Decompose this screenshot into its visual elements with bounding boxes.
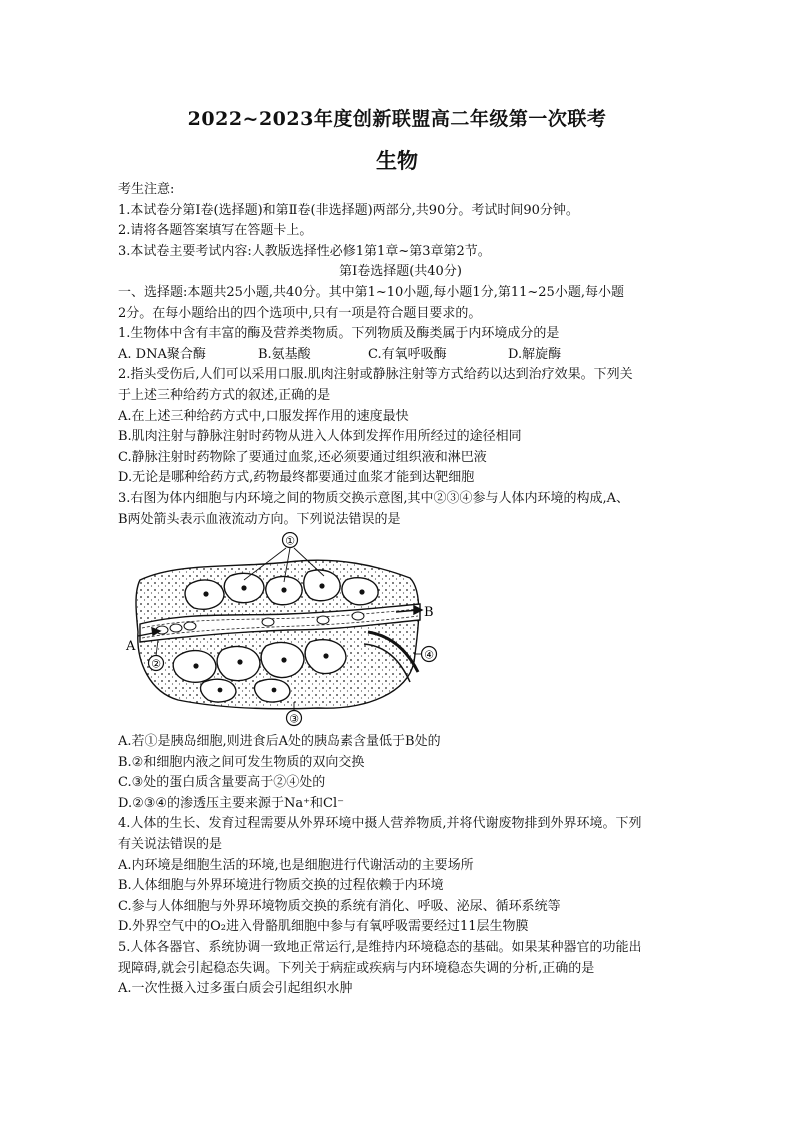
q1-option-c: C.有氧呼吸酶: [368, 346, 447, 362]
exam-content: [118, 180, 683, 1000]
q5-stem-line-2: 现障碍,就会引起稳态失调。下列关于病症或疾病与内环境稳态失调的分析,正确的是: [118, 960, 595, 976]
q3-stem-line-1: 3.右图为体内细胞与内环境之间的物质交换示意图,其中②③④参与人体内环境的构成,A、: [118, 490, 630, 506]
q3-stem-line-2: B两处箭头表示血液流动方向。下列说法错误的是: [118, 511, 401, 527]
section-title: 第Ⅰ卷选择题(共40分): [339, 264, 462, 280]
q4-option-c: C.参与人体细胞与外界环境物质交换的系统有消化、呼吸、泌尿、循环系统等: [118, 898, 561, 914]
q1-option-b: B.氨基酸: [258, 346, 311, 362]
q3-option-a: A.若①是胰岛细胞,则进食后A处的胰岛素含量低于B处的: [118, 734, 441, 750]
notice-item-2: 2.请将各题答案填写在答题卡上。: [118, 223, 313, 239]
q2-option-b: B.肌肉注射与静脉注射时药物从进入人体到发挥作用所经过的途径相同: [118, 429, 522, 445]
subject-title: 生物: [376, 148, 418, 173]
exam-title: 2022~2023年度创新联盟高二年级第一次联考: [187, 108, 607, 130]
q4-option-b: B.人体细胞与外界环境进行物质交换的过程依赖于内环境: [118, 878, 444, 894]
q2-option-c: C.静脉注射时药物除了要通过血浆,还必须要通过组织液和淋巴液: [118, 449, 487, 465]
label-1: ①: [285, 534, 295, 548]
label-4: ④: [424, 648, 434, 662]
q2-stem-line-1: 2.指头受伤后,人们可以采用口服.肌肉注射或静脉注射等方式给药以达到治疗效果。下列关: [118, 367, 633, 383]
q3-option-b: B.②和细胞内液之间可发生物质的双向交换: [118, 754, 365, 770]
label-a: A: [126, 639, 136, 655]
tissue-exchange-diagram: [118, 532, 683, 728]
q1-option-d: D.解旋酶: [508, 346, 562, 362]
tissue-diagram-svg: [118, 532, 438, 728]
q2-option-d: D.无论是哪种给药方式,药物最终都要通过血浆才能到达靶细胞: [118, 470, 475, 486]
q2-option-a: A.在上述三种给药方式中,口服发挥作用的速度最快: [118, 408, 409, 424]
section-intro-line-1: 一、选择题:本题共25小题,共40分。其中第1~10小题,每小题1分,第11~25小题,每小题: [118, 284, 624, 300]
q5-stem-line-1: 5.人体各器官、系统协调一致地正常运行,是维持内环境稳态的基础。如果某种器官的功能出: [118, 940, 642, 956]
label-3: ③: [289, 712, 299, 726]
section-intro-line-2: 2分。在每小题给出的四个选项中,只有一项是符合题目要求的。: [118, 305, 482, 321]
q4-option-a: A.内环境是细胞生活的环境,也是细胞进行代谢活动的主要场所: [118, 857, 474, 873]
q4-option-d: D.外界空气中的O₂进入骨骼肌细胞中参与有氧呼吸需要经过11层生物膜: [118, 919, 529, 935]
notice-item-3: 3.本试卷主要考试内容:人教版选择性必修1第1章~第3章第2节。: [118, 243, 491, 259]
q3-option-d: D.②③④的渗透压主要来源于Na⁺和Cl⁻: [118, 795, 345, 811]
notice-item-1: 1.本试卷分第Ⅰ卷(选择题)和第Ⅱ卷(非选择题)两部分,共90分。考试时间90分钟。: [118, 202, 579, 218]
q1-stem: 1.生物体中含有丰富的酶及营养类物质。下列物质及酶类属于内环境成分的是: [118, 326, 560, 342]
q4-stem-line-1: 4.人体的生长、发育过程需要从外界环境中摄人营养物质,并将代谢废物排到外界环境。下列: [118, 816, 642, 832]
q2-stem-line-2: 于上述三种给药方式的叙述,正确的是: [118, 387, 331, 403]
notice-heading: 考生注意:: [118, 182, 175, 197]
q3-option-c: C.③处的蛋白质含量要高于②④处的: [118, 775, 326, 791]
q1-option-a: A. DNA聚合酶: [118, 346, 206, 362]
label-b: B: [424, 605, 434, 621]
q4-stem-line-2: 有关说法错误的是: [118, 837, 223, 853]
q1-options: [118, 345, 683, 366]
q5-option-a: A.一次性摄入过多蛋白质会引起组织水肿: [118, 981, 353, 997]
label-2: ②: [151, 657, 161, 671]
